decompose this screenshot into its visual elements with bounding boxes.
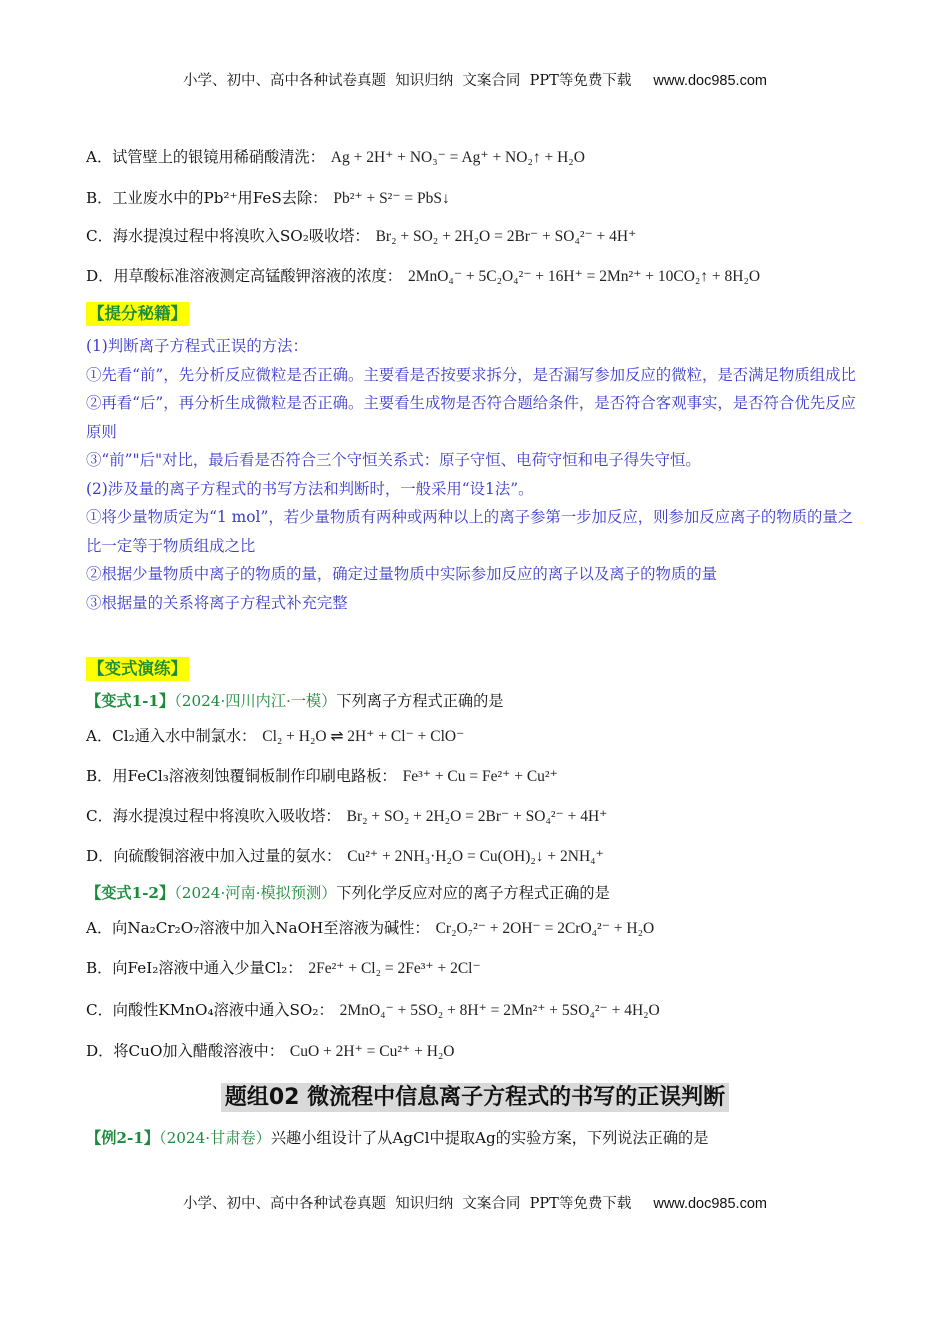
equation: 2Fe²⁺ + Cl₂ = 2Fe³⁺ + 2Cl⁻	[308, 960, 481, 977]
q1-option-a: A．试管壁上的银镜用稀硝酸清洗： Ag + 2H⁺ + NO₃⁻ = Ag⁺ + NO₂↑ + H₂O	[86, 148, 585, 166]
equation: Fe³⁺ + Cu = Fe²⁺ + Cu²⁺	[402, 768, 558, 785]
footer-url[interactable]: www.doc985.com	[653, 1196, 767, 1212]
v11-option-b: B．用FeCl₃溶液刻蚀覆铜板制作印刷电路板： Fe³⁺ + Cu = Fe²⁺ + Cu²⁺	[86, 767, 558, 785]
equation: Ag + 2H⁺ + NO₃⁻ = Ag⁺ + NO₂↑ + H₂O	[330, 149, 585, 166]
tip-line: ③根据量的关系将离子方程式补充完整	[86, 593, 348, 612]
page-footer	[0, 1192, 950, 1213]
equation: Cl₂ + H₂O ⇌ 2H⁺ + Cl⁻ + ClO⁻	[262, 728, 465, 745]
tip-line: ②再看“后”，再分析生成微粒是否正确。主要看生成物是否符合题给条件，是否符合客观事实，是否符合优先反应原则	[86, 394, 856, 441]
tip-line: (1)判断离子方程式正误的方法：	[86, 337, 308, 355]
v12-stem: 【变式1-2】（2024·河南·模拟预测）下列化学反应对应的离子方程式正确的是	[86, 884, 610, 902]
tips-heading: 【提分秘籍】	[86, 302, 189, 326]
v12-option-a: A．向Na₂Cr₂O₇溶液中加入NaOH至溶液为碱性： Cr₂O₇²⁻ + 2OH⁻ = 2CrO₄²⁻ + H₂O	[86, 919, 655, 937]
q1-option-d: D．用草酸标准溶液测定高锰酸钾溶液的浓度： 2MnO₄⁻ + 5C₂O₄²⁻ + 16H⁺ = 2Mn²⁺ + 10CO₂↑ + 8H₂O	[86, 267, 761, 285]
header-text: 小学、初中、高中各种试卷真题 知识归纳 文案合同 PPT等免费下载	[183, 73, 632, 89]
v11-option-d: D．向硫酸铜溶液中加入过量的氨水： Cu²⁺ + 2NH₃·H₂O = Cu(OH)₂↓ + 2NH₄⁺	[86, 847, 604, 865]
ex21-stem: 【例2-1】（2024·甘肃卷）兴趣小组设计了从AgCl中提取Ag的实验方案，下列说法正确的是	[86, 1129, 709, 1147]
practice-heading: 【变式演练】	[86, 657, 189, 681]
equation: CuO + 2H⁺ = Cu²⁺ + H₂O	[289, 1043, 455, 1060]
v11-stem: 【变式1-1】（2024·四川内江·一模）下列离子方程式正确的是	[86, 692, 504, 710]
equation: 2MnO₄⁻ + 5C₂O₄²⁻ + 16H⁺ = 2Mn²⁺ + 10CO₂↑ + 8H₂O	[407, 268, 761, 285]
tip-line: ③“前”"后"对比，最后看是否符合三个守恒关系式：原子守恒、电荷守恒和电子得失守恒。	[86, 451, 701, 469]
v12-option-b: B．向FeI₂溶液中通入少量Cl₂： 2Fe²⁺ + Cl₂ = 2Fe³⁺ + 2Cl⁻	[86, 959, 481, 977]
equation: Br₂ + SO₂ + 2H₂O = 2Br⁻ + SO₄²⁻ + 4H⁺	[375, 228, 637, 245]
tips-body	[86, 332, 868, 617]
q1-option-b: B．工业废水中的Pb²⁺用FeS去除： Pb²⁺ + S²⁻ = PbS↓	[86, 189, 450, 207]
equation: Cr₂O₇²⁻ + 2OH⁻ = 2CrO₄²⁻ + H₂O	[435, 920, 655, 937]
equation: Pb²⁺ + S²⁻ = PbS↓	[333, 190, 450, 207]
v11-option-c: C．海水提溴过程中将溴吹入吸收塔： Br₂ + SO₂ + 2H₂O = 2Br⁻ + SO₄²⁻ + 4H⁺	[86, 807, 608, 825]
v11-option-a: A．Cl₂通入水中制氯水： Cl₂ + H₂O ⇌ 2H⁺ + Cl⁻ + ClO⁻	[86, 727, 465, 745]
q1-option-c: C．海水提溴过程中将溴吹入SO₂吸收塔： Br₂ + SO₂ + 2H₂O = 2Br⁻ + SO₄²⁻ + 4H⁺	[86, 227, 637, 245]
tip-line: ①将少量物质定为“1 mol”，若少量物质有两种或两种以上的离子参第一步加反应，则参加反应离子的物质的量之比一定等于物质组成之比	[86, 508, 854, 555]
equation: Br₂ + SO₂ + 2H₂O = 2Br⁻ + SO₄²⁻ + 4H⁺	[346, 808, 608, 825]
section-title: 题组02 微流程中信息离子方程式的书写的正误判断	[0, 1080, 950, 1111]
header-url[interactable]: www.doc985.com	[653, 73, 767, 89]
page-header	[0, 69, 950, 90]
equation: 2MnO₄⁻ + 5SO₂ + 8H⁺ = 2Mn²⁺ + 5SO₄²⁻ + 4H₂O	[339, 1002, 660, 1019]
v12-option-d: D．将CuO加入醋酸溶液中： CuO + 2H⁺ = Cu²⁺ + H₂O	[86, 1042, 455, 1060]
v12-option-c: C．向酸性KMnO₄溶液中通入SO₂： 2MnO₄⁻ + 5SO₂ + 8H⁺ = 2Mn²⁺ + 5SO₄²⁻ + 4H₂O	[86, 1001, 660, 1019]
equation: Cu²⁺ + 2NH₃·H₂O = Cu(OH)₂↓ + 2NH₄⁺	[347, 848, 604, 865]
tip-line: ①先看“前”，先分析反应微粒是否正确。主要看是否按要求拆分，是否漏写参加反应的微粒，是否满足物质组成比	[86, 365, 856, 384]
footer-text: 小学、初中、高中各种试卷真题 知识归纳 文案合同 PPT等免费下载	[183, 1196, 632, 1212]
tip-line: ②根据少量物质中离子的物质的量，确定过量物质中实际参加反应的离子以及离子的物质的量	[86, 565, 718, 583]
tip-line: (2)涉及量的离子方程式的书写方法和判断时，一般采用“设1法”。	[86, 479, 534, 498]
